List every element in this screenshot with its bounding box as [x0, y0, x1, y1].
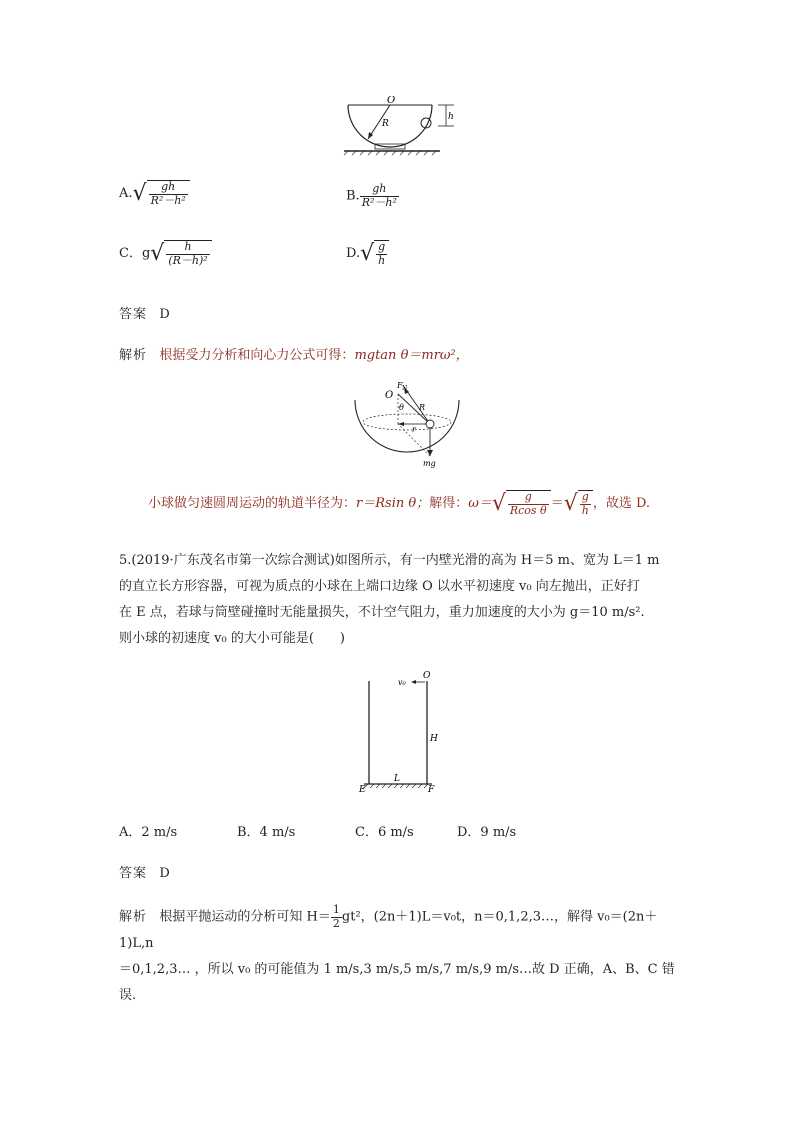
option-a: A.√ $\frac{gh}{\text{R²－h²}}$ — [119, 180, 190, 207]
option-d-num: g — [376, 241, 387, 255]
explanation-2-line-3: 误. — [119, 987, 137, 1003]
omega-label: ω＝ — [468, 496, 492, 512]
option-b-num: gh — [360, 183, 399, 197]
fig3-label-h: H — [430, 734, 438, 744]
fig3-label-l: L — [394, 774, 400, 784]
fig2-label-theta: θ — [399, 403, 404, 412]
fig1-label-h: h — [448, 112, 454, 122]
explanation-2-label: 解析 — [119, 909, 148, 925]
omega-frac1-num: g — [508, 491, 549, 505]
question-5-option-c: C．6 m/s — [355, 825, 414, 840]
fig2-label-r-big: R — [419, 403, 426, 412]
radius-text: 小球做匀速圆周运动的轨道半径为： — [148, 496, 357, 512]
fig1-label-o: O — [387, 96, 396, 106]
answer-1-label: 答案 — [119, 307, 148, 322]
fig2-label-r-small: r — [412, 425, 416, 434]
fig3-label-o: O — [423, 671, 431, 681]
question-5-option-d: D．9 m/s — [457, 825, 517, 840]
fig3-label-e: E — [359, 785, 366, 795]
explanation-2-line-2: ＝0,1,2,3… ，所以 v₀ 的可能值为 1 m/s,3 m/s,5 m/s,7 m/s,9 m/s…故 D 正确，A、B、C 错 — [119, 961, 675, 977]
fig2-label-o: O — [385, 390, 394, 401]
explanation-2-line-1 — [119, 904, 685, 957]
half-den: 2 — [332, 916, 340, 930]
option-a-num: gh — [149, 181, 188, 195]
fig3-label-f: F — [428, 785, 435, 795]
option-a-letter: A. — [119, 186, 133, 202]
question-5 — [119, 548, 679, 652]
explanation-1b: 小球做匀速圆周运动的轨道半径为：r＝Rsin θ；解得：ω＝√ $\frac{g}{\text{Rcos θ}}$ ＝√ $\frac{g}{h}$ ，故选 D. — [148, 490, 651, 517]
question-5-line-3: 在 E 点，若球与筒壁碰撞时无能量损失，不计空气阻力，重力加速度的大小为 g＝10 m/s². — [119, 605, 645, 620]
half-num: 1 — [332, 903, 340, 916]
option-a-den: R²－h² — [150, 193, 186, 207]
answer-1-value: D — [159, 307, 170, 322]
answer-2-value: D — [159, 866, 170, 881]
bowl-figure — [340, 96, 470, 156]
fig2-label-fn: F — [397, 381, 403, 390]
answer-1 — [119, 303, 170, 322]
option-d: D.√ $\frac{g}{h}$ — [346, 240, 389, 267]
fig2-label-fn-sub: N — [402, 385, 408, 392]
omega-frac2-den: h — [581, 503, 589, 517]
omega-eq: ＝ — [550, 496, 564, 512]
question-5-line-2: 的直立长方形容器，可视为质点的小球在上端口边缘 O 以水平初速度 v₀ 向左抛出，正好打 — [119, 579, 640, 594]
fig1-label-r: R — [382, 119, 389, 129]
question-5-option-b: B．4 m/s — [237, 825, 296, 840]
solve-text: 解得： — [429, 496, 469, 512]
question-5-line-4: 则小球的初速度 v₀ 的大小可能是( ) — [119, 631, 345, 646]
option-d-letter: D. — [346, 246, 361, 262]
explanation-2 — [119, 904, 685, 1009]
question-5-option-a: A．2 m/s — [119, 825, 178, 840]
explanation-1-label: 解析 — [119, 348, 148, 363]
answer-2-label: 答案 — [119, 866, 148, 881]
option-c: C．g√ $\frac{h}{\text{(R－h)²}}$ — [119, 240, 212, 267]
option-c-letter: C．g — [119, 246, 151, 262]
option-b — [346, 183, 399, 209]
container-figure — [354, 666, 449, 796]
choose-d-text: ，故选 D. — [592, 496, 651, 512]
explanation-1 — [119, 344, 469, 363]
omega-frac1-den: Rcos θ — [509, 503, 547, 517]
fig3-label-v0: v₀ — [398, 678, 406, 687]
omega-frac2-num: g — [580, 491, 591, 505]
explanation-2-pre: 根据平抛运动的分析可知 H＝ — [159, 909, 331, 925]
option-b-den: R²－h² — [361, 195, 397, 209]
option-c-den: (R－h)² — [168, 253, 208, 267]
question-5-line-1: 5.(2019·广东茂名市第一次综合测试)如图所示，有一内壁光滑的高为 H＝5 m、宽为 L＝1 m — [119, 553, 660, 568]
option-b-letter: B. — [346, 188, 360, 204]
force-figure — [352, 380, 462, 468]
option-c-num: h — [166, 241, 209, 255]
radius-formula: r＝Rsin θ； — [356, 496, 430, 512]
explanation-1-text: 根据受力分析和向心力公式可得： — [159, 348, 355, 363]
option-d-den: h — [378, 253, 386, 267]
answer-2 — [119, 862, 170, 881]
explanation-2-post: gt²，(2n＋1)L＝v₀t，n＝0,1,2,3…，解得 v₀＝(2n＋1)L,n — [119, 909, 658, 951]
fig2-label-mg: mg — [423, 459, 436, 468]
explanation-1-formula: mgtan θ＝mrω²， — [354, 348, 469, 363]
